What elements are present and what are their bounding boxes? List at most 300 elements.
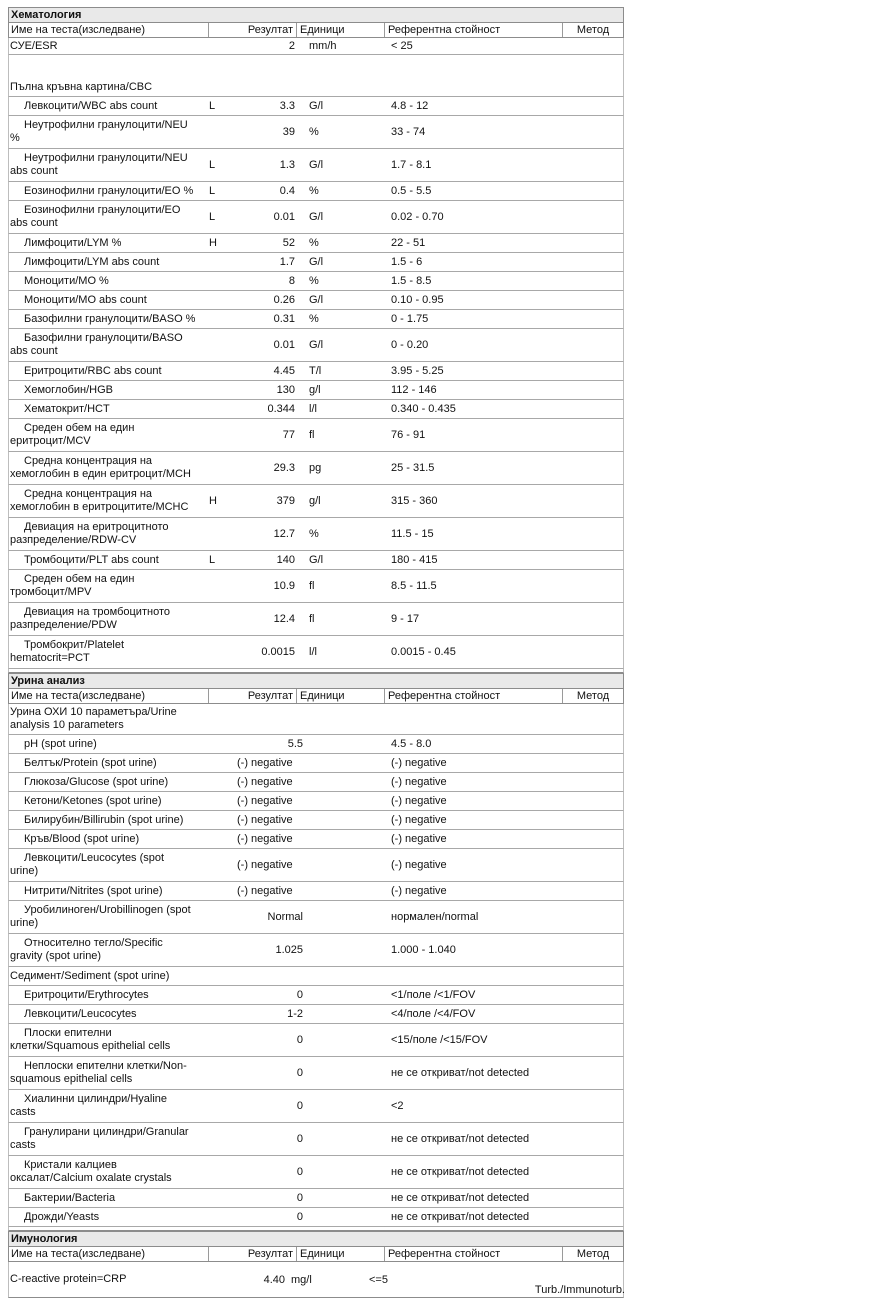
result-row	[8, 773, 624, 792]
test-name	[10, 811, 210, 829]
unit-value: g/l	[309, 495, 321, 507]
result-row	[8, 272, 624, 291]
reference-value: (-) negative	[391, 776, 447, 788]
result-value: 0.26	[273, 294, 295, 306]
test-name-line2: abs count	[10, 217, 58, 229]
result-value: (-) negative	[237, 776, 293, 788]
result-row	[8, 570, 624, 603]
test-name	[10, 1189, 210, 1207]
result-row	[8, 291, 624, 310]
result-row	[8, 849, 624, 882]
result-row	[8, 830, 624, 849]
reference-value: (-) negative	[391, 757, 447, 769]
reference-value: 0.340 - 0.435	[391, 403, 456, 415]
result-value: 0.31	[273, 313, 295, 325]
result-value: 0	[296, 1034, 303, 1046]
test-name	[10, 792, 210, 810]
reference-value: 0.0015 - 0.45	[391, 646, 456, 658]
unit-value: g/l	[309, 384, 321, 396]
test-name-line1: Среден обем на един	[24, 573, 135, 585]
reference-value: 180 - 415	[391, 554, 438, 566]
abnormal-flag	[209, 329, 233, 361]
test-name-line2: хемоглобин в еритроцитите/MCHC	[10, 501, 189, 513]
result-row	[8, 362, 624, 381]
reference-value: <=5	[369, 1273, 388, 1286]
result-row	[8, 1057, 624, 1090]
test-name-line1: Плоски епителни	[24, 1027, 112, 1039]
result-value: 52	[282, 237, 295, 249]
result-value: 3.3	[279, 100, 295, 112]
result-row	[8, 310, 624, 329]
col-units-header: Единици	[297, 689, 385, 703]
test-name	[10, 1090, 210, 1122]
reference-value: 76 - 91	[391, 429, 426, 441]
abnormal-flag	[209, 381, 233, 399]
result-value: 12.4	[273, 613, 295, 625]
test-name-line2: разпределение/RDW-CV	[10, 534, 137, 546]
test-name	[10, 116, 210, 148]
test-name	[10, 310, 210, 328]
test-name-line1: Еритроцити/Erythrocytes	[24, 988, 149, 1001]
test-name-line1: Средна концентрация на	[24, 455, 153, 467]
test-name-line1: Левкоцити/Leucocytes (spot	[24, 852, 165, 864]
reference-value: (-) negative	[391, 859, 447, 871]
test-name	[10, 1123, 210, 1155]
section-immunology: Имунология	[8, 1231, 624, 1247]
reference-value: нормален/normal	[391, 911, 479, 923]
result-value: (-) negative	[237, 757, 293, 769]
test-name	[10, 201, 210, 233]
test-name-line1: Девиация на еритроцитното	[24, 521, 169, 533]
test-name	[10, 1005, 210, 1023]
column-header-row	[8, 689, 624, 704]
result-value: Normal	[267, 911, 303, 923]
reference-value: не се откриват/not detected	[391, 1133, 530, 1145]
test-name	[10, 934, 210, 966]
unit-value: %	[309, 237, 319, 249]
reference-value: не се откриват/not detected	[391, 1067, 530, 1079]
test-name-line1: Кетони/Ketones (spot urine)	[24, 794, 162, 807]
reference-value: 9 - 17	[391, 613, 420, 625]
test-name-line1: Хиалинни цилиндри/Hyaline	[24, 1093, 168, 1105]
test-name-line2: urine)	[10, 865, 39, 877]
abnormal-flag: L	[209, 185, 216, 197]
reference-value: 11.5 - 15	[391, 528, 434, 540]
reference-value: 1.5 - 6	[391, 256, 423, 268]
result-value: 29.3	[273, 462, 295, 474]
abnormal-flag: L	[209, 100, 216, 112]
test-name-line2: squamous epithelial cells	[10, 1073, 133, 1085]
test-name	[10, 735, 210, 753]
abnormal-flag	[209, 116, 233, 148]
test-name	[10, 419, 210, 451]
test-name-line2: разпределение/PDW	[10, 619, 117, 631]
result-row	[8, 1208, 624, 1227]
result-value: 0.0015	[261, 646, 295, 658]
reference-value: 112 - 146	[391, 384, 437, 396]
result-value: 2	[288, 40, 295, 52]
test-name	[10, 773, 210, 791]
col-units-header: Единици	[297, 23, 385, 37]
result-value: 39	[282, 126, 295, 138]
result-value: 0	[296, 1192, 303, 1204]
result-value: (-) negative	[237, 885, 293, 897]
col-result-header: Резултат	[209, 689, 297, 703]
abnormal-flag: L	[209, 159, 216, 171]
test-name	[10, 362, 210, 380]
result-value: 140	[276, 554, 295, 566]
test-name	[10, 291, 210, 309]
group-title-cbc-text: Пълна кръвна картина/CBC	[10, 81, 153, 93]
test-name-line2: casts	[10, 1139, 36, 1151]
test-name-line1: Относително тегло/Specific	[24, 937, 163, 949]
test-name-line2: casts	[10, 1106, 36, 1118]
abnormal-flag	[209, 452, 233, 484]
result-value: 0	[296, 1067, 303, 1079]
test-name-line2: еритроцит/MCV	[10, 435, 91, 447]
result-value: (-) negative	[237, 859, 293, 871]
reference-value: 0 - 0.20	[391, 339, 429, 351]
test-name-line1: Базофилни гранулоцити/BASO %	[24, 312, 196, 325]
reference-value: не се откриват/not detected	[391, 1166, 530, 1178]
unit-value: G/l	[309, 256, 324, 268]
test-name-line2: hematocrit=PCT	[10, 652, 90, 664]
result-row	[8, 551, 624, 570]
test-name-line1: Тромбоцити/PLT abs count	[24, 553, 159, 566]
col-result-header: Резултат	[209, 23, 297, 37]
result-row	[8, 1189, 624, 1208]
test-name	[10, 381, 210, 399]
test-name-line1: Левкоцити/Leucocytes	[24, 1007, 137, 1020]
section-hematology: Хематология	[8, 7, 624, 23]
test-name	[10, 234, 210, 252]
column-header-row	[8, 1247, 624, 1262]
unit-value: fl	[309, 613, 315, 625]
test-name-line1: Левкоцити/WBC abs count	[24, 99, 158, 112]
result-row	[8, 38, 624, 55]
result-row	[8, 603, 624, 636]
abnormal-flag	[209, 400, 233, 418]
group-title-line1: Урина ОХИ 10 параметъра/Urine	[10, 706, 177, 718]
result-row	[8, 1090, 624, 1123]
unit-value: %	[309, 185, 319, 197]
abnormal-flag: L	[209, 554, 216, 566]
reference-value: 1.000 - 1.040	[391, 944, 456, 956]
test-name	[10, 754, 210, 772]
test-name-line1: Моноцити/MO %	[24, 274, 109, 287]
unit-value: G/l	[309, 294, 324, 306]
result-row	[8, 754, 624, 773]
test-name-line1: Кристали калциев	[24, 1159, 117, 1171]
test-name	[10, 1057, 210, 1089]
test-name-line1: pH (spot urine)	[24, 737, 97, 750]
unit-value: %	[309, 275, 319, 287]
test-name-line1: Лимфоцити/LYM abs count	[24, 255, 160, 268]
test-name-line2: хемоглобин в един еритроцит/MCH	[10, 468, 191, 480]
unit-value: G/l	[309, 159, 324, 171]
test-name	[10, 97, 210, 115]
result-value: (-) negative	[237, 795, 293, 807]
reference-value: (-) negative	[391, 814, 447, 826]
result-row	[8, 636, 624, 669]
test-name	[10, 149, 210, 181]
test-name	[10, 901, 210, 933]
reference-value: не се откриват/not detected	[391, 1192, 530, 1204]
test-name-line1: Кръв/Blood (spot urine)	[24, 832, 140, 845]
abnormal-flag	[209, 603, 233, 635]
reference-value: 0.10 - 0.95	[391, 294, 444, 306]
result-value: 1.025	[275, 944, 303, 956]
reference-value: <1/поле /<1/FOV	[391, 989, 476, 1001]
result-row	[8, 1005, 624, 1024]
result-value: (-) negative	[237, 833, 293, 845]
test-name	[10, 400, 210, 418]
result-row	[8, 182, 624, 201]
reference-value: (-) negative	[391, 885, 447, 897]
result-value: 0.4	[279, 185, 295, 197]
result-value: 130	[276, 384, 295, 396]
result-value: 0	[296, 1133, 303, 1145]
test-name-line1: Лимфоцити/LYM %	[24, 236, 122, 249]
reference-value: 0 - 1.75	[391, 313, 429, 325]
result-value: 0	[296, 1100, 303, 1112]
result-value: 1.7	[279, 256, 295, 268]
test-name	[10, 636, 210, 668]
reference-value: 1.5 - 8.5	[391, 275, 432, 287]
unit-value: mm/h	[309, 40, 337, 52]
test-name-line1: Нитрити/Nitrites (spot urine)	[24, 884, 163, 897]
test-name-line1: Неутрофилни гранулоцити/NEU	[24, 152, 188, 164]
abnormal-flag	[209, 570, 233, 602]
result-row	[8, 1123, 624, 1156]
reference-value: 8.5 - 11.5	[391, 580, 437, 592]
col-name-header: Име на теста(изследване)	[9, 23, 209, 37]
test-name-line2: тромбоцит/MPV	[10, 586, 92, 598]
unit-value: fl	[309, 580, 315, 592]
result-value: 1.3	[279, 159, 295, 171]
test-name	[10, 182, 210, 200]
result-value: 4.40	[263, 1273, 285, 1286]
result-value: 0	[296, 989, 303, 1001]
test-name: СУЕ/ESR	[10, 39, 58, 52]
column-header-row	[8, 23, 624, 38]
abnormal-flag: H	[209, 495, 217, 507]
reference-value: 0.5 - 5.5	[391, 185, 432, 197]
unit-value: T/l	[309, 365, 322, 377]
test-name	[10, 986, 210, 1004]
result-row	[8, 1024, 624, 1057]
test-name	[10, 1024, 210, 1056]
result-row	[8, 400, 624, 419]
unit-value: l/l	[309, 646, 317, 658]
col-reference-header: Референтна стойност	[385, 689, 563, 703]
unit-value: G/l	[309, 211, 324, 223]
test-name-line2: abs count	[10, 345, 58, 357]
test-name-line1: Девиация на тромбоцитното	[24, 606, 170, 618]
test-name-line1: Базофилни гранулоцити/BASO	[24, 332, 183, 344]
result-row	[8, 419, 624, 452]
col-result-header: Резултат	[209, 1247, 297, 1261]
unit-value: l/l	[309, 403, 317, 415]
unit-value: pg	[309, 462, 322, 474]
unit-value: mg/l	[291, 1273, 312, 1286]
test-name-line2: оксалат/Calcium oxalate crystals	[10, 1172, 172, 1184]
unit-value: G/l	[309, 100, 324, 112]
abnormal-flag	[209, 272, 233, 290]
col-method-header: Метод	[576, 1248, 610, 1260]
test-name	[10, 452, 210, 484]
test-name	[10, 485, 210, 517]
abnormal-flag	[209, 310, 233, 328]
section-urine: Урина анализ	[8, 673, 624, 689]
unit-value: G/l	[309, 339, 324, 351]
col-reference-header: Референтна стойност	[385, 1247, 563, 1261]
abnormal-flag: L	[209, 211, 216, 223]
result-row	[8, 452, 624, 485]
test-name	[10, 603, 210, 635]
test-name-line2: abs count	[10, 165, 58, 177]
test-name-line1: Уробилиноген/Urobillinogen (spot	[24, 904, 191, 916]
result-value: 10.9	[273, 580, 295, 592]
result-value: 77	[282, 429, 295, 441]
result-value: 8	[288, 275, 295, 287]
result-row	[8, 1156, 624, 1189]
reference-value: 4.5 - 8.0	[391, 738, 432, 750]
test-name	[10, 272, 210, 290]
test-name-line1: Билирубин/Billirubin (spot urine)	[24, 813, 184, 826]
test-name	[10, 882, 210, 900]
unit-value: fl	[309, 429, 315, 441]
test-name-line1: Бактерии/Bacteria	[24, 1191, 116, 1204]
result-row	[8, 253, 624, 272]
test-name-line1: Тромбокрит/Platelet	[24, 639, 125, 651]
unit-value: %	[309, 126, 319, 138]
result-value: 0.344	[267, 403, 295, 415]
col-units-header: Единици	[297, 1247, 385, 1261]
reference-value: < 25	[391, 40, 413, 52]
result-row	[8, 234, 624, 253]
test-name-line2: gravity (spot urine)	[10, 950, 102, 962]
result-value: 4.45	[273, 365, 295, 377]
test-name-line1: Еозинофилни гранулоцити/EO	[24, 204, 181, 216]
test-name-line1: Средна концентрация на	[24, 488, 153, 500]
test-name-line2: %	[10, 132, 20, 144]
test-name	[10, 253, 210, 271]
abnormal-flag	[209, 518, 233, 550]
test-name: C-reactive protein=CRP	[10, 1273, 127, 1285]
test-name	[10, 518, 210, 550]
reference-value: 0.02 - 0.70	[391, 211, 444, 223]
method-value: Turb./Immunoturb.	[534, 1284, 625, 1296]
result-row	[8, 329, 624, 362]
result-value: (-) negative	[237, 814, 293, 826]
test-name-line1: Еритроцити/RBC abs count	[24, 364, 162, 377]
test-name	[10, 1208, 210, 1226]
reference-value: 1.7 - 8.1	[391, 159, 432, 171]
unit-value: G/l	[309, 554, 324, 566]
reference-value: не се откриват/not detected	[391, 1211, 530, 1223]
reference-value: <15/поле /<15/FOV	[391, 1034, 488, 1046]
result-value: 379	[276, 495, 295, 507]
unit-value: %	[309, 313, 319, 325]
group-title-sediment	[8, 967, 624, 986]
col-method-header: Метод	[576, 24, 610, 36]
group-title-sediment-text: Седимент/Sediment (spot urine)	[10, 969, 170, 982]
lab-report	[8, 7, 624, 1298]
test-name-line1: Хематокрит/HCT	[24, 402, 110, 415]
col-reference-header: Референтна стойност	[385, 23, 563, 37]
reference-value: 22 - 51	[391, 237, 426, 249]
result-row	[8, 381, 624, 400]
result-row	[8, 116, 624, 149]
test-name-line2: urine)	[10, 917, 39, 929]
test-name-line1: Белтък/Protein (spot urine)	[24, 756, 157, 769]
test-name	[10, 1156, 210, 1188]
reference-value: 33 - 74	[391, 126, 426, 138]
col-method-header: Метод	[576, 690, 610, 702]
reference-value: 3.95 - 5.25	[391, 365, 444, 377]
col-name-header: Име на теста(изследване)	[9, 689, 209, 703]
group-title-cbc	[8, 55, 624, 97]
abnormal-flag	[209, 362, 233, 380]
test-name	[10, 570, 210, 602]
result-value: 0.01	[273, 339, 295, 351]
test-name	[10, 830, 210, 848]
test-name-line1: Глюкоза/Glucose (spot urine)	[24, 775, 169, 788]
unit-value: %	[309, 528, 319, 540]
test-name-line1: Хемоглобин/HGB	[24, 383, 113, 396]
test-name-line1: Среден обем на един	[24, 422, 135, 434]
reference-value: 25 - 31.5	[391, 462, 435, 474]
reference-value: (-) negative	[391, 833, 447, 845]
result-row	[8, 735, 624, 754]
result-row	[8, 811, 624, 830]
reference-value: (-) negative	[391, 795, 447, 807]
test-name-line2: клетки/Squamous epithelial cells	[10, 1040, 171, 1052]
test-name	[10, 551, 210, 569]
test-name-line1: Дрожди/Yeasts	[24, 1210, 100, 1223]
result-value: 1-2	[287, 1008, 303, 1020]
reference-value: 315 - 360	[391, 495, 438, 507]
result-row	[8, 485, 624, 518]
test-name-line1: Неплоски епителни клетки/Non-	[24, 1060, 187, 1072]
result-row	[8, 882, 624, 901]
result-row	[8, 201, 624, 234]
test-name-line1: Еозинофилни гранулоцити/EO %	[24, 184, 194, 197]
result-row	[8, 149, 624, 182]
reference-value: <2	[391, 1100, 404, 1112]
reference-value: <4/поле /<4/FOV	[391, 1008, 476, 1020]
result-value: 0.01	[273, 211, 295, 223]
result-row	[8, 901, 624, 934]
group-title-line2: analysis 10 parameters	[10, 719, 124, 731]
reference-value: 4.8 - 12	[391, 100, 429, 112]
test-name	[10, 849, 210, 881]
result-value: 5.5	[287, 738, 303, 750]
result-value: 0	[296, 1166, 303, 1178]
result-value: 0	[296, 1211, 303, 1223]
result-row	[8, 97, 624, 116]
result-value: 12.7	[273, 528, 295, 540]
result-row	[8, 792, 624, 811]
result-row	[8, 934, 624, 967]
abnormal-flag	[209, 291, 233, 309]
abnormal-flag	[209, 419, 233, 451]
test-name-line1: Гранулирани цилиндри/Granular	[24, 1126, 189, 1138]
col-name-header: Име на теста(изследване)	[9, 1247, 209, 1261]
abnormal-flag	[209, 253, 233, 271]
abnormal-flag: H	[209, 237, 217, 249]
